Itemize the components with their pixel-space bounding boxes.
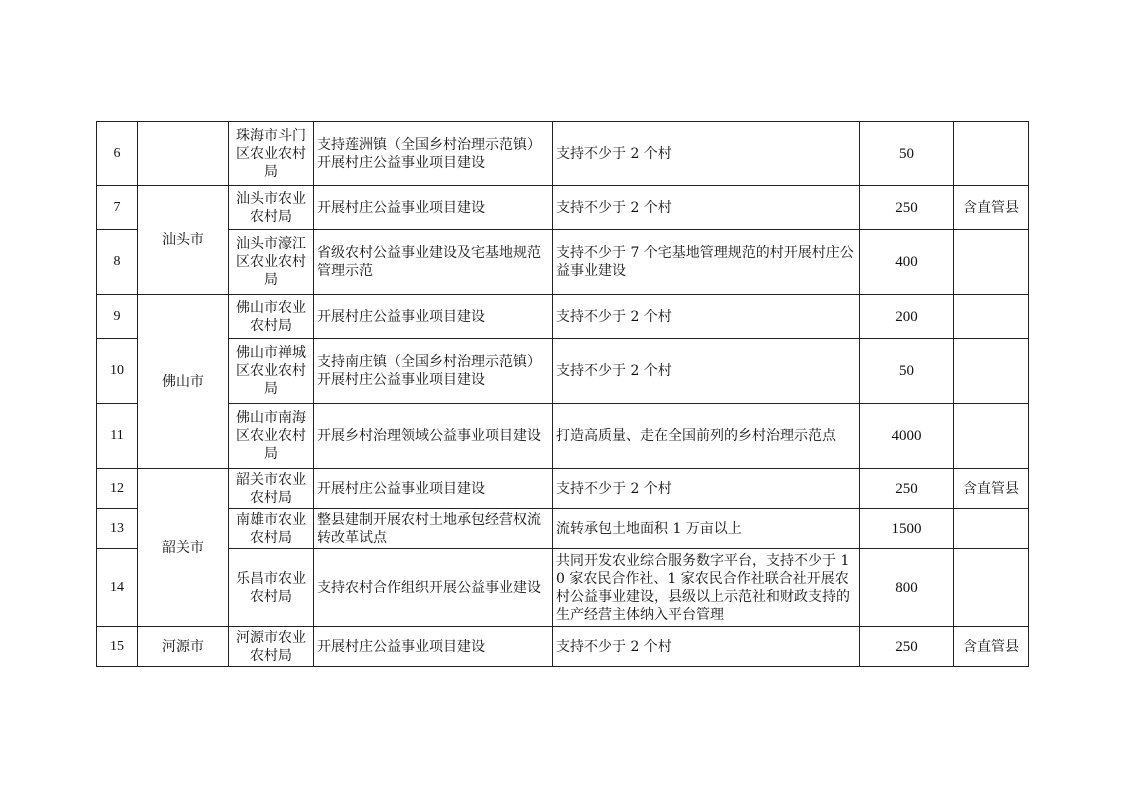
note-cell	[954, 122, 1029, 186]
table-row	[97, 549, 1029, 627]
note-cell: 含直管县	[954, 186, 1029, 230]
note-cell	[954, 404, 1029, 469]
goal-cell: 流转承包土地面积 1 万亩以上	[553, 509, 860, 549]
project-cell: 支持南庄镇（全国乡村治理示范镇）开展村庄公益事业项目建设	[314, 339, 553, 404]
unit-cell: 韶关市农业农村局	[229, 469, 314, 509]
table-row	[97, 469, 1029, 509]
goal-cell: 支持不少于 7 个宅基地管理规范的村开展村庄公益事业建设	[553, 230, 860, 295]
row-number: 8	[97, 230, 138, 295]
city-cell: 佛山市	[138, 295, 229, 469]
unit-cell: 佛山市禅城区农业农村局	[229, 339, 314, 404]
row-number: 14	[97, 549, 138, 627]
goal-cell: 支持不少于 2 个村	[553, 122, 860, 186]
row-number: 12	[97, 469, 138, 509]
amount-cell: 250	[860, 469, 954, 509]
amount-cell: 250	[860, 186, 954, 230]
amount-cell: 800	[860, 549, 954, 627]
project-cell: 开展村庄公益事业项目建设	[314, 627, 553, 667]
note-cell	[954, 509, 1029, 549]
note-cell: 含直管县	[954, 469, 1029, 509]
note-cell	[954, 230, 1029, 295]
amount-cell: 50	[860, 339, 954, 404]
row-number: 11	[97, 404, 138, 469]
funding-table	[96, 121, 1029, 667]
unit-cell: 乐昌市农业农村局	[229, 549, 314, 627]
row-number: 15	[97, 627, 138, 667]
unit-cell: 佛山市农业农村局	[229, 295, 314, 339]
table-row	[97, 186, 1029, 230]
unit-cell: 汕头市濠江区农业农村局	[229, 230, 314, 295]
note-cell	[954, 549, 1029, 627]
project-cell: 开展村庄公益事业项目建设	[314, 469, 553, 509]
row-number: 9	[97, 295, 138, 339]
unit-cell: 佛山市南海区农业农村局	[229, 404, 314, 469]
project-cell: 整县建制开展农村土地承包经营权流转改革试点	[314, 509, 553, 549]
city-cell: 韶关市	[138, 469, 229, 627]
table-row	[97, 122, 1029, 186]
goal-cell: 支持不少于 2 个村	[553, 469, 860, 509]
goal-cell: 支持不少于 2 个村	[553, 186, 860, 230]
table-row	[97, 404, 1029, 469]
goal-cell: 支持不少于 2 个村	[553, 627, 860, 667]
unit-cell: 汕头市农业农村局	[229, 186, 314, 230]
amount-cell: 200	[860, 295, 954, 339]
project-cell: 省级农村公益事业建设及宅基地规范管理示范	[314, 230, 553, 295]
row-number: 7	[97, 186, 138, 230]
project-cell: 开展村庄公益事业项目建设	[314, 186, 553, 230]
unit-cell: 河源市农业农村局	[229, 627, 314, 667]
goal-cell: 共同开发农业综合服务数字平台，支持不少于 10 家农民合作社、1 家农民合作社联合社开展农村公益事业建设，县级以上示范社和财政支持的生产经营主体纳入平台管理	[553, 549, 860, 627]
table-row	[97, 339, 1029, 404]
row-number: 6	[97, 122, 138, 186]
table-row	[97, 627, 1029, 667]
note-cell	[954, 295, 1029, 339]
row-number: 10	[97, 339, 138, 404]
amount-cell: 400	[860, 230, 954, 295]
unit-cell: 珠海市斗门区农业农村局	[229, 122, 314, 186]
goal-cell: 打造高质量、走在全国前列的乡村治理示范点	[553, 404, 860, 469]
project-cell: 支持农村合作组织开展公益事业建设	[314, 549, 553, 627]
city-cell	[138, 122, 229, 186]
table-row	[97, 295, 1029, 339]
project-cell: 支持莲洲镇（全国乡村治理示范镇）开展村庄公益事业项目建设	[314, 122, 553, 186]
goal-cell: 支持不少于 2 个村	[553, 339, 860, 404]
amount-cell: 250	[860, 627, 954, 667]
amount-cell: 4000	[860, 404, 954, 469]
note-cell	[954, 339, 1029, 404]
table-row	[97, 230, 1029, 295]
table-row	[97, 509, 1029, 549]
row-number: 13	[97, 509, 138, 549]
unit-cell: 南雄市农业农村局	[229, 509, 314, 549]
note-cell: 含直管县	[954, 627, 1029, 667]
amount-cell: 50	[860, 122, 954, 186]
amount-cell: 1500	[860, 509, 954, 549]
project-cell: 开展乡村治理领域公益事业项目建设	[314, 404, 553, 469]
city-cell: 河源市	[138, 627, 229, 667]
project-cell: 开展村庄公益事业项目建设	[314, 295, 553, 339]
city-cell: 汕头市	[138, 186, 229, 295]
goal-cell: 支持不少于 2 个村	[553, 295, 860, 339]
